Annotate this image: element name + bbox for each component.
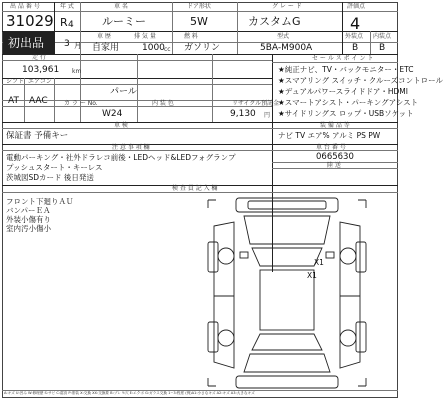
options-label: 装 備 品 等	[320, 122, 350, 129]
chassis-title: 車 台 番 号	[316, 144, 346, 151]
note-line: 電動パーキング・社外ドラレコ前後・LEDヘッド&LEDフォグランプ	[6, 153, 236, 162]
door-type: 5W	[190, 15, 208, 28]
interior-label: 内装点	[373, 33, 392, 40]
sales-point-item: ★純正ナビ、TV・バックモニター・ETC	[278, 65, 414, 74]
sales-points-title: セ ー ル ス ポ イ ン ト	[312, 55, 374, 62]
inspector-line: フロント下廻りＡＵ	[6, 197, 74, 206]
first-listing-badge: 初出品	[3, 32, 54, 54]
note-line: プッシュスタート・キーレス	[6, 163, 103, 172]
damage-mark-roof: X1	[314, 258, 324, 267]
month: 3	[64, 39, 70, 49]
grade-label: グ レ ー ド	[272, 3, 302, 10]
sales-point-item: ★スマートアシスト・パーキングアシスト	[278, 98, 419, 107]
interior-grade: B	[379, 43, 386, 53]
exterior-grade: B	[352, 43, 359, 53]
mileage-unit: km	[72, 68, 82, 75]
engine-label: 排 気 量	[134, 33, 156, 40]
shift-value: AT	[8, 96, 19, 106]
engine-unit: cc	[164, 46, 171, 53]
ac-label: エアコン	[28, 78, 52, 85]
shift-label: シフト	[6, 78, 25, 85]
year-label: 年 式	[60, 3, 74, 10]
grade: カスタムG	[248, 15, 301, 28]
inspection-items: 保証書 予備キー	[6, 131, 69, 141]
legend: A:キズ U:凹み W:修理歴 S:サビ C:腐食 P:塗装 X:交換 XX:交換要 B:ブレ Y:穴 E:エクボ G:ガラス交換 1~3:程度 (例)A1:小さなキズ A2:キズ A3:大きなキズ	[4, 391, 255, 395]
era: R	[60, 16, 68, 29]
score: 4	[350, 14, 361, 33]
notes-title: 注 意 事 項 欄	[112, 144, 150, 151]
model-label: 型式	[277, 33, 290, 40]
year-number: 4	[68, 20, 74, 30]
recycle-unit: 円	[264, 112, 271, 119]
color-name: パール	[110, 87, 137, 97]
auction-sheet	[2, 2, 443, 398]
score-label: 評価点	[347, 3, 366, 10]
car-damage-diagram	[2, 192, 398, 392]
reg-label: 車 歴	[97, 33, 111, 40]
inspector-line: 室内汚小傷小	[6, 224, 51, 233]
sales-point-item: ★サイドリングス ロップ・USBソケット	[278, 109, 414, 118]
sales-point-item: ★デュアルパワースライドドア・HDMI	[278, 87, 408, 96]
car-name-label: 車 名	[114, 3, 128, 10]
model-code: 5BA-M900A	[260, 43, 313, 53]
equipment-label: 車 検	[114, 122, 128, 129]
chassis-number: 0665630	[316, 152, 354, 162]
car-name: ルーミー	[102, 15, 146, 28]
lot-number: 31029	[6, 12, 54, 30]
doors-label: ドア形状	[187, 3, 211, 10]
mileage-label: 走 行	[32, 54, 46, 61]
recycle-value: 9,130	[230, 109, 256, 119]
exterior-label: 外装点	[345, 33, 364, 40]
month-unit: 月	[74, 41, 82, 50]
sales-point-item: ★スマアリング スイッチ・クルーズコントロール	[278, 76, 443, 85]
inspector-title: 検 査 員 記 入 欄	[172, 185, 218, 192]
ac-value: AAC	[29, 96, 48, 106]
note-line: 茨城図SDカード 後日発送	[6, 173, 94, 182]
color-code: W24	[102, 109, 123, 119]
trim-label: 内 装 色	[152, 100, 174, 107]
inspector-line: 外装小傷有り	[6, 215, 51, 224]
engine-cc: 1000	[142, 43, 165, 53]
mileage-value: 103,961	[22, 65, 60, 75]
lot-no-label: 出 品 番 号	[10, 3, 40, 10]
fuel-label: 燃 料	[184, 33, 198, 40]
recycle-label: リサイクル預託金	[232, 100, 280, 107]
fuel: ガソリン	[184, 43, 221, 53]
usage: 自家用	[92, 43, 120, 53]
inspector-line: バンパーＥＡ	[6, 206, 51, 215]
color-no-label: カ ラ ー No.	[64, 100, 98, 107]
options-list: ナビ TV エア% アルミ PS PW	[278, 131, 381, 140]
damage-mark-rear: X1	[307, 271, 317, 280]
transport-label: 陸 送	[327, 162, 341, 169]
